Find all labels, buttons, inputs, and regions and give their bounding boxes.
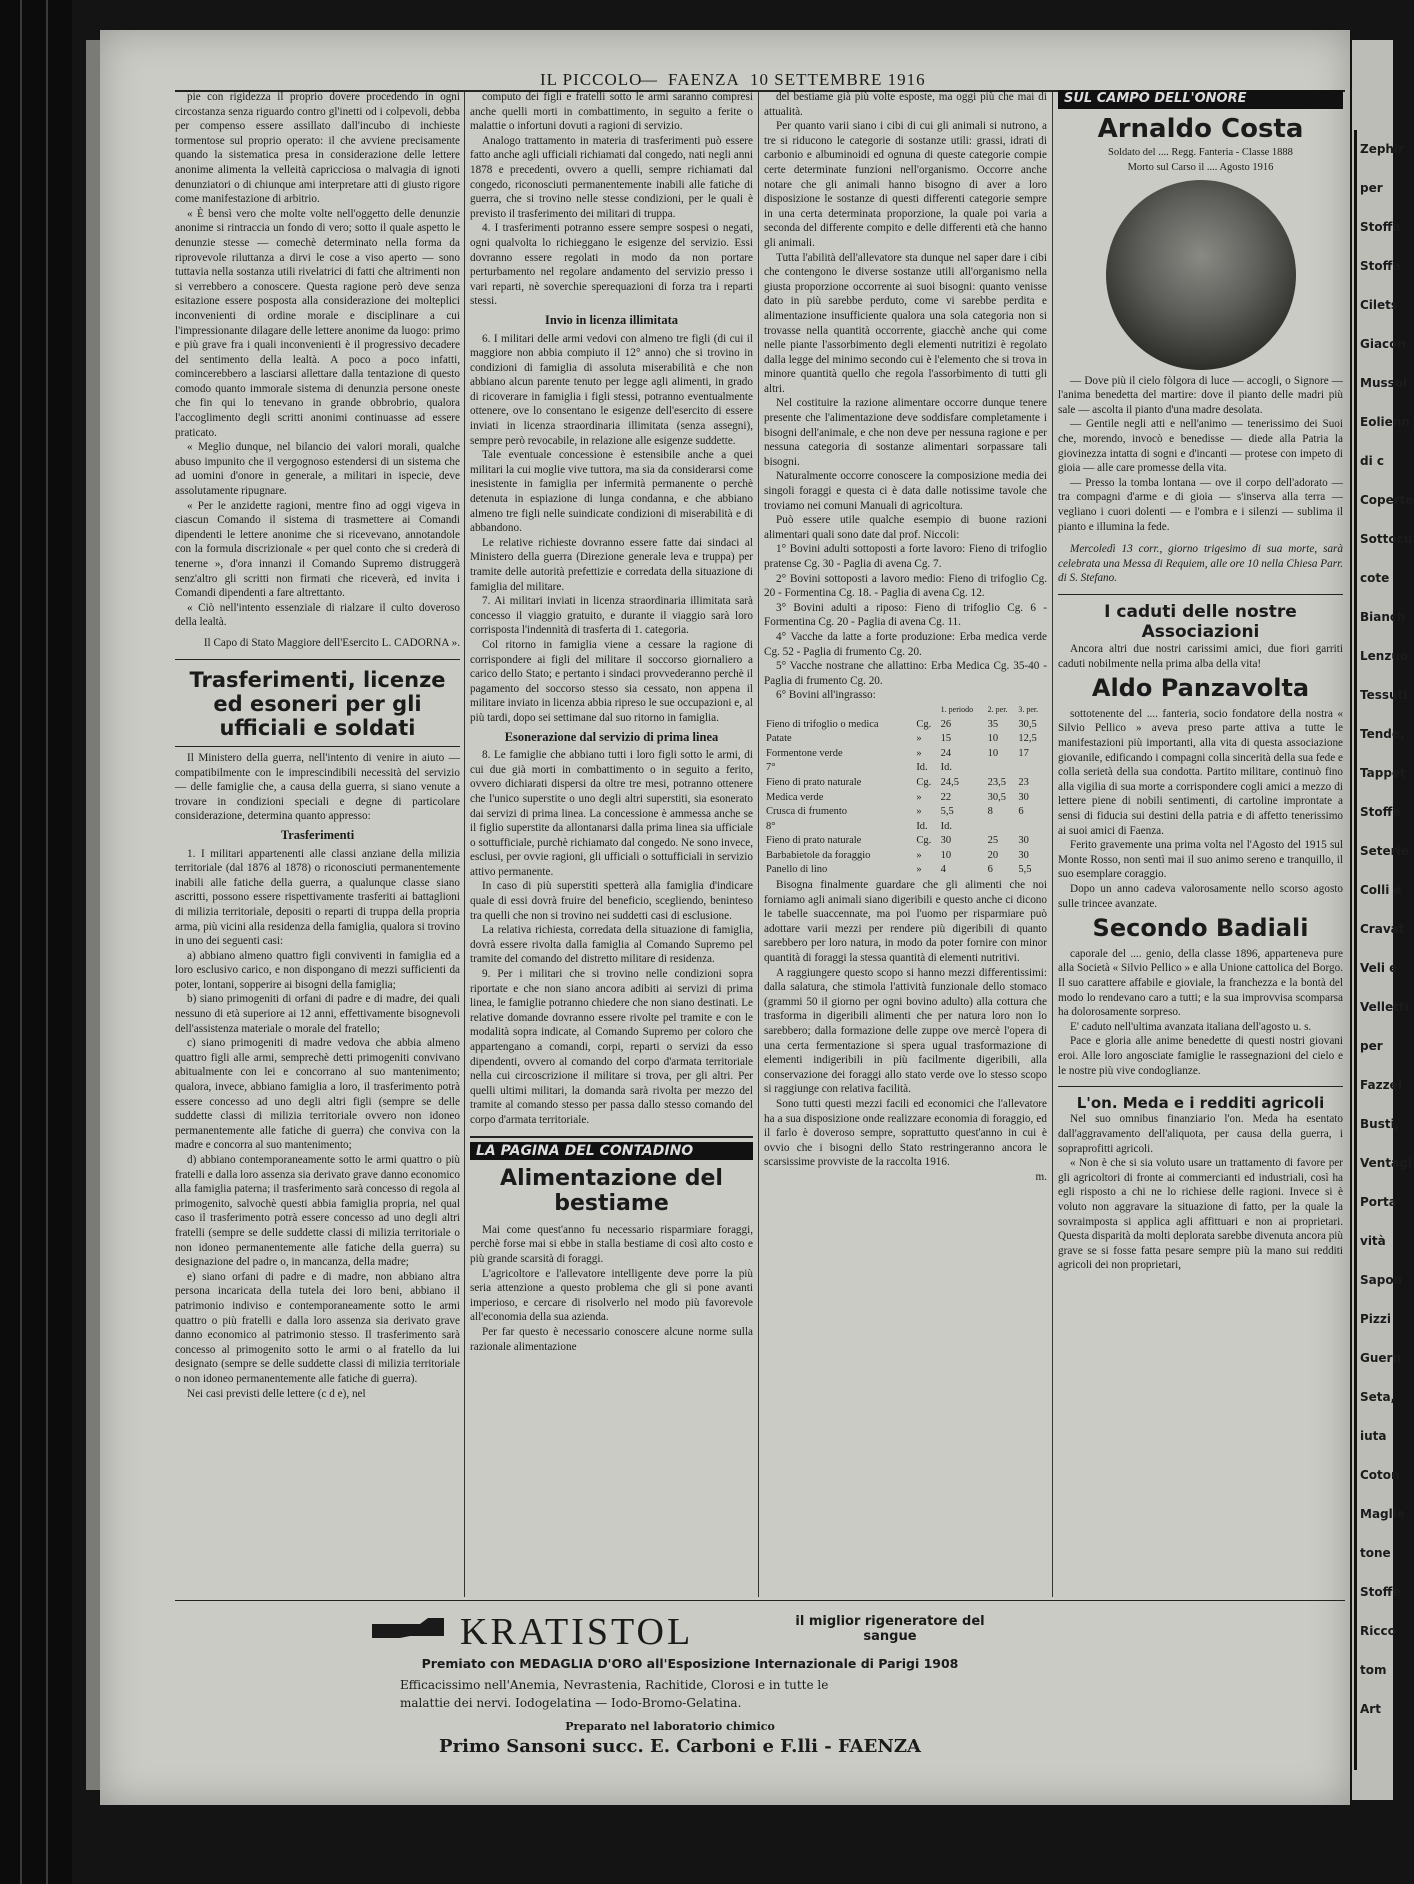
- paragraph: Analogo trattamento in materia di trasferimenti può essere fatto anche agli ufficiali richiamati dal congedo, nati negli anni 1878 e precedenti, ovvero a quelli, sempre richiamati dal congedo, riconosciuti permanentemente inabili alle fatiche di guerra, che si trovino nelle stesse condizioni, per le quali è previsto il trasferimento dei militari di truppa.: [470, 134, 753, 220]
- paragraph: 4° Vacche da latte a forte produzione: Erba medica verde Cg. 52 - Paglia di frumento Cg. 20.: [764, 630, 1047, 658]
- table-cell: 23: [1018, 776, 1029, 788]
- table-cell: [986, 761, 1017, 776]
- paragraph: « Ciò nell'intento essenziale di rialzare il culto doveroso della lealtà.: [175, 601, 460, 629]
- pointing-hand-icon: [370, 1616, 450, 1640]
- table-row: [764, 747, 1047, 762]
- table-cell: Cg.: [916, 718, 932, 730]
- table-header-cell: 1. periodo: [940, 704, 974, 714]
- side-advert-item: Sottocu: [1360, 532, 1413, 546]
- table-cell: Id.: [940, 820, 953, 832]
- table-cell: Panello di lino: [766, 864, 828, 876]
- poem-stanza: — Presso la tomba lontana — ove il corpo dell'adorato — tra compagni d'arme e di gioia — s'inserva alla terra — vegliano i cuori dolenti — e l'ombra e i silenzi — sublima il pianto e illumina la fede.: [1058, 476, 1343, 533]
- side-advert-item: di c: [1360, 454, 1384, 468]
- table-cell: Id.: [916, 820, 928, 832]
- table-cell: 10: [940, 849, 952, 861]
- side-advert-item: Pizzi: [1360, 1312, 1391, 1326]
- table-cell: Barbabietole da foraggio: [766, 849, 871, 861]
- cadorna-signature: Il Capo di Stato Maggiore dell'Esercito L. CADORNA ».: [203, 636, 460, 649]
- paragraph: In caso di più superstiti spetterà alla famiglia d'indicare quale di essi dovrà fruire del beneficio, scegliendo, beninteso tra quelli che non si trovino nei suddetti casi di esclusione.: [470, 880, 753, 922]
- table-cell: Cg.: [916, 776, 932, 788]
- paragraph: Dopo un anno cadeva valorosamente nello scorso agosto sulle trincee avanzate.: [1058, 882, 1343, 910]
- table-cell: 8: [987, 806, 993, 818]
- table-cell: 6: [987, 864, 993, 876]
- side-advert-item: Cilets: [1360, 298, 1399, 312]
- table-row: [764, 849, 1047, 864]
- table-cell: Patate: [766, 733, 792, 745]
- table-cell: 5,5: [940, 806, 954, 818]
- arnaldo-costa-name: Arnaldo Costa: [1097, 113, 1304, 144]
- page-edge: [86, 40, 100, 1790]
- column-4: [1058, 90, 1343, 1595]
- licence-text: [470, 332, 753, 726]
- article-signoff: m.: [1035, 1170, 1047, 1183]
- column-2: [470, 90, 753, 1595]
- licence-subhead: Invio in licenza illimitata: [545, 312, 678, 327]
- side-advert-item: per: [1360, 1039, 1383, 1053]
- table-header-cell: 3. per.: [1018, 704, 1039, 714]
- side-advert-item: tom: [1360, 1663, 1387, 1677]
- fallen-intro: Ancora altri due nostri carissimi amici, due fiori garriti caduti nobilmente nella prima alba della vita!: [1058, 643, 1343, 670]
- table-cell: 26: [940, 718, 952, 730]
- table-cell: 30: [1018, 835, 1029, 847]
- paragraph: Nel suo omnibus finanziario l'on. Meda ha esentato dall'aggravamento dell'aliquota, per causa della guerra, i sopraprofitti agricoli.: [1058, 1113, 1343, 1155]
- table-row: [764, 805, 1047, 820]
- table-cell: »: [916, 849, 922, 861]
- farmer-page-banner: LA PAGINA DEL CONTADINO: [470, 1142, 753, 1161]
- side-advert-item: Coperte: [1360, 493, 1414, 507]
- ad-top-rule: [175, 1600, 1345, 1601]
- poem-stanza: — Dove più il cielo fòlgora di luce — accogli, o Signore — l'anima benedetta del martire: dove il pianto delle madri più sale — ascolta il pianto d'una madre desolata.: [1058, 374, 1343, 416]
- paragraph: Può essere utile qualche esempio di buone razioni alimentari quali sono date dal prof. Niccoli:: [764, 514, 1047, 541]
- side-advert-item: Stoffa: [1360, 259, 1401, 273]
- side-advert-item: cote: [1360, 571, 1390, 585]
- table-cell: Fieno di prato naturale: [766, 835, 862, 847]
- side-advert-item: Zephir: [1360, 142, 1405, 156]
- side-advert-item: Tende,: [1360, 727, 1405, 741]
- paragraph: d) abbiano contemporaneamente sotto le armi quattro o più fratelli e dalla loro assenza sia derivato grave danno economico alla famiglia paterna; il trasferimento sarà concesso di regola al primogenito, salvochè questi abbia famiglia propria, nel qual caso il trasferimento potrà essere concesso ad uno degli altri fratelli (sempre se delle suddette classi di milizia territoriale o non idoneo permanentemente alle fatiche della guerra) su designazione del padre o, in mancanza, della madre;: [175, 1154, 460, 1269]
- kratistol-advert: [370, 1610, 1100, 1790]
- table-cell: 4: [940, 864, 946, 876]
- livestock-headline: Alimentazione del bestiame: [500, 1166, 723, 1217]
- masthead-paper: IL PICCOLO: [540, 70, 643, 89]
- side-advert-item: Seterie: [1360, 844, 1409, 858]
- table-cell: 17: [1018, 747, 1029, 759]
- column-divider: [758, 92, 759, 1597]
- cadorna-text: [175, 90, 460, 630]
- table-header-cell: [764, 703, 914, 718]
- requiem-notice: Mercoledì 13 corr., giorno trigesimo di sua morte, sarà celebrata una Messa di Requiem, alle ore 10 nella Chiesa Parr. di S. Stefano.: [1058, 543, 1343, 585]
- table-cell: Medica verde: [766, 791, 824, 803]
- kratistol-award: Premiato con MEDAGLIA D'ORO all'Esposizione Internazionale di Parigi 1908: [421, 1656, 959, 1671]
- side-advert-item: Ricco: [1360, 1624, 1396, 1638]
- side-advert-item: Ventagl: [1360, 1156, 1412, 1170]
- livestock-text: [470, 1223, 753, 1354]
- paragraph: Naturalmente occorre conoscere la composizione media dei singoli foraggi e questa ci è data dalle notissime tavole che troviamo nei comuni Manuali di agricoltura.: [764, 470, 1047, 512]
- paragraph: e) siano orfani di padre e di madre, non abbiano altra persona incaricata della tutela dei loro beni, abbiano il patrimonio indiviso e contemporaneamente sotto le armi quattro o più fratelli e dalla loro assenza sia derivato grave danno economico al patrimonio stesso. Il trasferimento sarà concesso al primogenito sotto le armi o al fratello da lui designato (sempre se delle suddette classi di milizia territoriale o non idoneo permanentemente alle fatiche di guerra).: [175, 1270, 460, 1385]
- table-cell: Fieno di trifoglio o medica: [766, 718, 879, 730]
- side-advert-item: Coton: [1360, 1468, 1400, 1482]
- table-cell: 6: [1018, 806, 1024, 818]
- livestock-continued: [764, 90, 1047, 703]
- side-advert-item: Bianch: [1360, 610, 1406, 624]
- paragraph: del bestiame già più volte esposte, ma oggi più che mai di attualità.: [764, 91, 1047, 118]
- table-cell: 10: [987, 747, 999, 759]
- ration-table: [764, 703, 1047, 878]
- transfers-intro: Il Ministero della guerra, nell'intento di venire in aiuto — compatibilmente con le imprescindibili necessità del servizio — delle famiglie che, a causa della guerra, si siano venute a trovare in condizioni speciali e degne di particolare considerazione, determina quanto appresso:: [175, 751, 460, 823]
- side-advert-item: Sapon: [1360, 1273, 1403, 1287]
- table-cell: »: [916, 806, 922, 818]
- paragraph: A raggiungere questo scopo si hanno mezzi differentissimi: dalla salatura, che stimola l'attività funzionale dello stomaco (grammi 50 il giorno per ogni bovino adulto) alla cottura che trasforma in digeribili alimenti che per natura loro non lo sarebbero; dalla formazione delle zuppe ove mercè l'opera di una certa fermentazione si spera ugual trasformazione di elementi indigeribili in più facilmente digeribili, alla conservazione dei foraggi allo stato verde ove lo stesso scopo si raggiunge con relativa facilità.: [764, 966, 1047, 1096]
- kratistol-line1: Efficacissimo nell'Anemia, Nevrastenia, Rachitide, Clorosi e in tutte le: [400, 1678, 829, 1692]
- side-advert-item: Stoffe: [1360, 805, 1401, 819]
- paragraph: Le relative richieste dovranno essere fatte dai sindaci al Ministero della guerra (Direzione generale leva e truppa) per tramite delle autorità prefettizie e corredata della situazione di famiglia del militare.: [470, 536, 753, 593]
- table-cell: Crusca di frumento: [766, 806, 848, 818]
- table-cell: Fieno di prato naturale: [766, 776, 862, 788]
- table-cell: 30: [940, 835, 952, 847]
- paragraph: 3° Bovini adulti a riposo: Fieno di trifoglio Cg. 6 - Formentina Cg. 20 - Paglia di avena Cg. 11.: [764, 601, 1047, 629]
- table-header-cell: 2. per.: [987, 704, 1008, 714]
- column-divider: [1052, 92, 1053, 1597]
- newspaper-page: [100, 30, 1350, 1805]
- arnaldo-costa-rank: Soldato del .... Regg. Fanteria - Classe 1888: [1108, 147, 1293, 159]
- side-advert-item: Fazzel: [1360, 1078, 1402, 1092]
- arnaldo-costa-death: Morto sul Carso il .... Agosto 1916: [1127, 162, 1274, 174]
- paragraph: E' caduto nell'ultima avanzata italiana dell'agosto u. s.: [1070, 1020, 1312, 1033]
- poem-stanza: — Gentile negli atti e nell'animo — tenerissimo dei Suoi che, morendo, invocò e benedisse — diede alla Patria la giovinezza intatta di sogni e d'incanti — protese con impeto di gioia — alle care promesse della vita.: [1058, 418, 1343, 475]
- table-cell: 24,5: [940, 776, 960, 788]
- masthead-date: 10 SETTEMBRE 1916: [750, 70, 926, 89]
- meda-headline: L'on. Meda e i redditi agricoli: [1076, 1094, 1325, 1113]
- table-cell: 30: [1018, 849, 1029, 861]
- table-cell: 35: [987, 718, 999, 730]
- table-cell: Formentone verde: [766, 747, 843, 759]
- table-cell: [1016, 820, 1047, 835]
- table-row: [764, 761, 1047, 776]
- paragraph: Mai come quest'anno fu necessario risparmiare foraggi, perchè forse mai si ebbe in stalla bestiame di così alto costo e più grande scarsità di foraggi.: [470, 1223, 753, 1265]
- kratistol-lab: Preparato nel laboratorio chimico: [565, 1720, 775, 1733]
- paragraph: « È bensì vero che molte volte nell'oggetto delle denunzie anonime si rintraccia un fondo di vero; sotto il quale aspetto le denunzie stesse — comechè determinato nella forma da riprovevole riluttanza a dirvi le cose a viso aperto — sono tuttavia nella sostanza utili rivelatrici di fatti che altrimenti non si verrebbero a conoscere. Questa ragione però deve senza esitazione essere posposta alla considerazione dei molteplici inconvenienti di ordine morale e disciplinare a cui l'impressionante dilagare delle lettere anonime da luogo: primo e più grave fra i quali inconvenienti è il progressivo decadere del sentimento della lealtà. A poco a poco infatti, comincerebbero a lasciarsi allettare dalla tentazione di questo comodo quanto immorale sistema di denunzia persone oneste che fin qui lo tenevano in grande obbrobrio, qualora l'accoglimento degli scritti anonimi continuasse ad essere praticato.: [175, 207, 460, 439]
- paragraph: b) siano primogeniti di orfani di padre e di madre, dei quali nessuno di età superiore ai 12 anni, effettivamente bisognevoli dell'assistenza materiale o morale del fratello;: [175, 993, 460, 1035]
- paragraph: Tutta l'abilità dell'allevatore sta dunque nel saper dare i cibi che contengono le diverse sostanze utili all'organismo nella giusta proporzione occorrente ai suoi bisogni: quanto venisse dato in più sarebbe perduto, come vi sarebbe perdita e alimentazione insufficiente qualora una sola categoria non si trovasse nella quantità occorrente, giacchè anche qui come nelle piante l'assorbimento degli elementi nutritizi è regolato dalla legge del minimo secondo cui è l'elemento che si trova in minore quantità quello che regola l'assorbimento di tutti gli altri.: [764, 251, 1047, 395]
- table-row: [764, 863, 1047, 878]
- transfers-text: [175, 847, 460, 1402]
- transfers-subhead: Trasferimenti: [280, 827, 355, 842]
- paragraph: « Meglio dunque, nel bilancio dei valori morali, qualche abuso impunito che il vergognoso estendersi di un sistema che ad uomini d'onore in generale, a militari in ispecie, deve assolutamente ripugnare.: [175, 441, 460, 498]
- book-binding: [0, 0, 72, 1884]
- secondo-badiali-name: Secondo Badiali: [1092, 914, 1309, 943]
- table-cell: 15: [940, 733, 952, 745]
- table-cell: »: [916, 747, 922, 759]
- table-cell: Id.: [940, 762, 953, 774]
- paragraph: caporale del .... genio, della classe 1896, apparteneva pure alla Società « Silvio Pellico » e alla Unione cattolica del Borgo. Il suo carattere affabile e gioviale, la franchezza e la bontà del modo lo rendevano caro a tutti; e la sua improvvisa scomparsa ha dolorosamente sorpreso.: [1058, 947, 1344, 1019]
- side-advert-item: Eolienn: [1360, 415, 1410, 429]
- column-divider: [464, 92, 465, 1597]
- table-row: [764, 718, 1047, 733]
- paragraph: computo dei figli e fratelli sotto le armi saranno compresi anche quelli morti in combattimento, in seguito a ferite o malattie o infortuni dovuti a ragioni di servizio.: [470, 91, 753, 133]
- table-cell: 30,5: [1018, 718, 1037, 730]
- table-row: [764, 776, 1047, 791]
- table-cell: 23,5: [987, 776, 1007, 788]
- side-advert-item: Cravat: [1360, 922, 1405, 936]
- table-cell: 10: [987, 733, 999, 745]
- paragraph: 9. Per i militari che si trovino nelle condizioni sopra riportate e che non siano ancora adibiti ai servizi di prima linea, le famiglie potranno chiedere che non siano destinati. Le relative domande dovranno essere rivolte pel tramite e con le modalità sopra indicate, al Comando Supremo per coloro che appartengano a comandi, corpi, reparti o servizi da esso dipendenti, ovvero al comando del corpo d'armata territoriale nella cui circoscrizione il militare si trova, per gli altri. Per quelli ultimi militari, la domanda sarà rivolta per mezzo del tramite al comando stesso per passa dallo stesso comando del corpo d'armata territoriale.: [470, 968, 753, 1126]
- transfers-headline: Trasferimenti, licenze ed esoneri per gli ufficiali e soldati: [189, 667, 446, 740]
- paragraph: pie con rigidezza il proprio dovere procedendo in ogni circostanza senza riguardo contro gl'inetti od i colpevoli, debba per compenso essere assillato dall'incubo di inchieste tormentose sul proprio operato: il che avviene precisamente quando la sistematica presa in considerazione delle lettere anonime alimenta la velleità capricciosa o malvagia di ignoti denunziatori o di chiunque ami interpretare atti di giusto rigore come manifestazione di arbitrio.: [175, 91, 460, 206]
- kratistol-maker: Primo Sansoni succ. E. Carboni e F.lli - FAENZA: [439, 1736, 921, 1757]
- paragraph: Nei casi previsti delle lettere (c d e), nel: [187, 1387, 366, 1400]
- paragraph: 5° Vacche nostrane che allattino: Erba Medica Cg. 35-40 - Paglia di frumento Cg. 20.: [764, 660, 1047, 687]
- paragraph: 6° Bovini all'ingrasso:: [776, 689, 876, 702]
- side-advert-item: Maglie: [1360, 1507, 1405, 1521]
- paragraph: 7. Ai militari inviati in licenza straordinaria illimitata sarà concesso il viaggio gratuito, e durante il viaggio sarà loro corrisposta l'indennità di trasferta di 1. categoria.: [470, 595, 753, 637]
- side-advert-item: Velletti: [1360, 1000, 1409, 1014]
- paragraph: 1° Bovini adulti sottoposti a forte lavoro: Fieno di trifoglio pratense Cg. 30 - Paglia di avena Cg. 7.: [764, 543, 1047, 570]
- masthead-dash: —: [640, 70, 658, 89]
- memorial-poem: [1058, 374, 1343, 535]
- side-advert-item: iuta: [1360, 1429, 1387, 1443]
- kratistol-slogan: il miglior rigeneratore del sangue: [795, 1614, 985, 1644]
- table-cell: »: [916, 733, 922, 745]
- paragraph: Pace e gloria alle anime benedette di questi nostri giovani eroi. Alle loro angosciate famiglie le rassegnazioni del cielo e le nostre più vive condoglianze.: [1058, 1035, 1343, 1077]
- table-cell: 22: [940, 791, 952, 803]
- table-row: [764, 791, 1047, 806]
- paragraph: Bisogna finalmente guardare che gli alimenti che noi forniamo agli animali siano digeribili e questo anche ci dicono le tabelle suaccennate, ma poi l'uomo per risparmiare può adottare varii mezzi per rendere più digeribili di quanto sarebbero per loro natura, in modo da poter fornire con minor quantità di foraggi la stessa quantità di elementi nutritivi.: [764, 879, 1047, 965]
- paragraph: Per far questo è necessario conoscere alcune norme sulla razionale alimentazione: [470, 1325, 753, 1353]
- table-cell: [1016, 761, 1047, 776]
- paragraph: Nel costituire la razione alimentare occorre dunque tenere presente che l'alimentazione deve soddisfare completamente i bisogni dell'animale, e che non deve per nessuna ragione e per nessuna categoria di sostanze alimentari sorpassare tali bisogni.: [764, 397, 1047, 468]
- paragraph: « Non è che si sia voluto usare un trattamento di favore per gli agricoltori di fronte ai commercianti ed industriali, così ha egli risposto a chi ne lo richiese delle ragioni. Invece si è voluto non aggravare la situazione di fatto, per la quale la sovraimposta si applica agli affittuari e non ai proprietari. Questa disparità da molti deplorata sarebbe divenuta ancora più grave se si fosse fatta pesare sempre più la mano sui redditi agricoli dei non proprietari,: [1058, 1157, 1343, 1272]
- side-advert-item: per: [1360, 181, 1383, 195]
- exemption-text: [470, 748, 753, 1127]
- paragraph: 2° Bovini sottoposti a lavoro medio: Fieno di trifoglio Cg. 20 - Formentina Cg. 18. - Paglia di avena Cg. 12.: [764, 572, 1047, 600]
- paragraph: 1. I militari appartenenti alle classi anziane della milizia territoriale (dal 1876 al 1878) o riconosciuti permanentemente inabili alle fatiche della guerra, a qualunque classe siano ascritti, possono essere rispettivamente trasferiti ai battaglioni di milizia territoriale, depositi o reparti di truppa della propria arma, più vicini alla residenza della famiglia, qualora si trovino in uno dei seguenti casi:: [175, 847, 460, 948]
- column-1: [175, 90, 460, 1595]
- kratistol-brand: KRATISTOL: [460, 1611, 694, 1653]
- side-advert-item: Mussol: [1360, 376, 1408, 390]
- table-cell: »: [916, 864, 922, 876]
- paragraph: La relativa richiesta, corredata della situazione di famiglia, dovrà essere rivolta dalla famiglia al Comando Supremo pel tramite del comando del distretto militare di residenza.: [470, 924, 753, 966]
- honour-banner: SUL CAMPO DELL'ONORE: [1058, 90, 1343, 109]
- side-advert-list: [1354, 130, 1414, 1770]
- table-cell: 25: [987, 835, 999, 847]
- exemption-subhead: Esonerazione dal servizio di prima linea: [504, 729, 719, 744]
- side-advert-item: Guern: [1360, 1351, 1401, 1365]
- side-advert-item: vità: [1360, 1234, 1386, 1248]
- aldo-panzavolta-name: Aldo Panzavolta: [1091, 674, 1310, 703]
- table-cell: 7°: [766, 762, 776, 774]
- panzavolta-text: [1058, 707, 1343, 911]
- side-advert-item: Seta,: [1360, 1390, 1396, 1404]
- side-advert-item: tone: [1360, 1546, 1391, 1560]
- adjacent-page-edge: [1352, 40, 1414, 1800]
- paragraph: Sono tutti questi mezzi facili ed economici che l'allevatore ha a sua disposizione onde realizzare economia di foraggio, ed il farlo è doveroso sempre, soprattutto quest'anno in cui è ovvio che i bisogni dello Stato restringeranno ancora le scarsissime provviste de la raccolta 1916.: [764, 1097, 1047, 1169]
- side-advert-item: Giacon: [1360, 337, 1406, 351]
- side-advert-item: Lenzuo: [1360, 649, 1409, 663]
- side-advert-item: Porta: [1360, 1195, 1397, 1209]
- table-cell: Id.: [916, 762, 928, 774]
- paragraph: 6. I militari delle armi vedovi con almeno tre figli (di cui il maggiore non abbia compiuto il 12° anno) che si trovino in condizioni di famiglia di assoluta miserabilità e che non abbiano alcun parente tenuto per legge agli alimenti, in grado di ricoverare in famiglia i figli stessi, potranno eventualmente ottenere, ove lo consentano le esigenze dell'esercito di essere inviati in licenza straordinaria illimitata (senza assegni), sempre però revocabile, in relazione alle esigenze suddette.: [470, 332, 753, 447]
- side-advert-item: Colli e: [1360, 883, 1402, 897]
- table-cell: 30,5: [987, 791, 1007, 803]
- paragraph: Tale eventuale concessione è estensibile anche a quei militari la cui moglie vive tuttora, ma sia da considerarsi come inesistente in famiglia per infermità permanente o perchè detenuta in espiazione di lunga condanna, e che abbiano almeno tre figli nelle suindicate condizioni di miserabilità e di abbandono.: [470, 449, 753, 535]
- table-row: [764, 820, 1047, 835]
- table-cell: 20: [987, 849, 999, 861]
- transfers-continued: [470, 90, 753, 309]
- badiali-text: [1058, 947, 1343, 1078]
- paragraph: 4. I trasferimenti potranno essere sempre sospesi o negati, ogni qualvolta lo richieggano le esigenze del servizio. Essi dovranno essere regolati in modo da non portare perturbamento nel regolare andamento del servizio presso i vari reparti, nè soverchie sperequazioni di forza tra i reparti stessi.: [470, 222, 753, 308]
- side-advert-item: Veli e: [1360, 961, 1398, 975]
- column-3: [764, 90, 1047, 1595]
- table-cell: »: [916, 791, 922, 803]
- kratistol-line2: malattie dei nervi. Iodogelatina — Iodo-Bromo-Gelatina.: [400, 1696, 742, 1710]
- table-cell: 5,5: [1018, 864, 1032, 876]
- table-cell: 24: [940, 747, 952, 759]
- paragraph: c) siano primogeniti di madre vedova che abbia almeno quattro figli alle armi, semprechè detti primogeniti convivano abitualmente con lei e concorrano al suo mantenimento; qualora, invece, abbiano famiglia a loro, il trasferimento potrà essere concesso ad uno degli altri figli (sempre se delle suddette classi di milizia territoriale ovvero non idoneo permanentemente alle fatiche di guerra) che conviva con la madre e concorra al suo mantenimento;: [175, 1037, 460, 1152]
- paragraph: 8. Le famiglie che abbiano tutti i loro figli sotto le armi, di cui due già morti in combattimento o in seguito a ferito, ovvero dichiarati dispersi da oltre tre mesi, potranno ottenere che l'unico superstite o uno degli altri superstiti, sia esonerato dai servizi di prima linea. La concessione è ammessa anche se il figlio superstite da allontanarsi dalla prima linea sia ufficiale o sottufficiale, purchè richiamato dal congedo. Ne sono invece, esclusi, per ovvie ragioni, gli ufficiali o sottufficiali in servizio attivo permanente.: [470, 749, 753, 878]
- meda-text: [1058, 1112, 1343, 1273]
- side-advert-item: Art: [1360, 1702, 1381, 1716]
- masthead-city: FAENZA: [668, 70, 740, 89]
- paragraph: Col ritorno in famiglia viene a cessare la ragione di corrispondere ai figli del militare il soccorso giornaliero a carico dello Stato; e pertanto i sindaci provvederanno perchè il pagamento del soccorso stesso sia cessato, non appena il militare inviato in licenza abbia ripreso le sue occupazioni e, al più tardi, dopo sei settimane dal suo ritorno in famiglia.: [470, 638, 753, 724]
- side-advert-item: Tessuti: [1360, 688, 1408, 702]
- fallen-headline: I caduti delle nostre Associazioni: [1104, 601, 1297, 642]
- table-row: [764, 834, 1047, 849]
- side-advert-item: Busti,: [1360, 1117, 1400, 1131]
- table-cell: 8°: [766, 820, 776, 832]
- paragraph: « Per le anzidette ragioni, mentre fino ad oggi vigeva in ciascun Comando il sistema di trasmettere ai Comandi dipendenti le lettere anonime che si ricevevano, annotandole con la formula discrizionale « per quel conto che si crederà di tenerne », d'ora innanzi il Comando Supremo distruggerà senz'altro gli scritti non firmati che riceverà, ed invita i Comandi dipendenti a fare altrettanto.: [175, 499, 460, 600]
- side-advert-item: Tappet: [1360, 766, 1406, 780]
- table-cell: 12,5: [1018, 733, 1037, 745]
- paragraph: Per quanto varii siano i cibi di cui gli animali si nutrono, a tre si riducono le categorie di sostanze utili: grassi, idrati di carbonio e albuminoidi ed ognuna di queste categorie compie certe determinate funzioni nell'organismo. Occorre anche notare che gli animali hanno bisogno di aver a loro disposizione le sostanze di questi differenti categorie sempre in una certa determinata proporzione, la quale poi varia a seconda del differente compito e delle differenti età che hanno gli animali.: [764, 120, 1047, 249]
- table-cell: [986, 820, 1017, 835]
- table-header-cell: [914, 703, 938, 718]
- soldier-portrait: [1106, 180, 1296, 370]
- paragraph: sottotenente del .... fanteria, socio fondatore della nostra « Silvio Pellico » aveva preso parte attiva a tutte le manifestazioni più importanti, alla vita di questa associazione giovanile, edificando i compagni colla sincerità della sua fede e colla serietà della sua condotta. Partito militare, continuò fino alla vigilia di sua morte a corrispondere cogli amici a mezzo di lettere piene di nobili sentimenti, di cartoline improntate a sensi di fiducia sui destini della patria e di affetto tenerissimo ai suoi amici di Faenza.: [1058, 707, 1343, 837]
- livestock-conclusion: [764, 878, 1047, 1170]
- paragraph: L'agricoltore e l'allevatore intelligente deve porre la più seria attenzione a questo problema che gli si pone avanti imperioso, e cercare di risolverlo nel modo più favorevole all'economia della sua azienda.: [470, 1267, 753, 1324]
- table-cell: 30: [1018, 791, 1029, 803]
- table-cell: Cg.: [916, 835, 932, 847]
- paragraph: a) abbiano almeno quattro figli conviventi in famiglia ed a loro esclusivo carico, e non dispongano di mezzi sufficienti da poter, lontani, sopperire ai bisogni della famiglia;: [175, 949, 460, 991]
- paragraph: Ferito gravemente una prima volta nel l'Agosto del 1915 sul Monte Rosso, non sentì mai il suo animo sereno e tranquillo, il suo esemplare coraggio.: [1058, 839, 1343, 881]
- table-row: [764, 732, 1047, 747]
- side-advert-item: Stoffe: [1360, 1585, 1401, 1599]
- side-advert-item: Stoffa: [1360, 220, 1401, 234]
